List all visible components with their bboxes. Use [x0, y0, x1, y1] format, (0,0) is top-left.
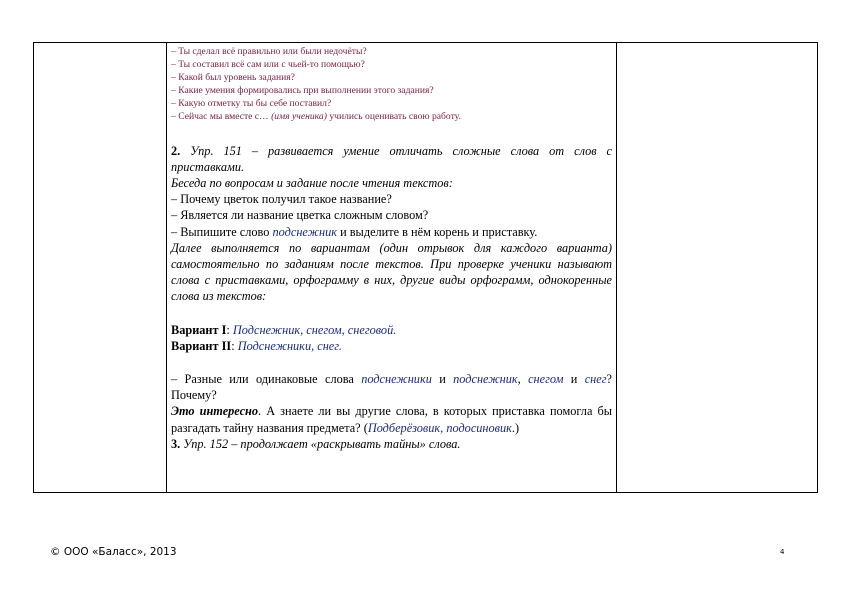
compare-question: [171, 371, 612, 403]
compare-and-2: и: [563, 372, 585, 386]
variant-2-label: Вариант II: [171, 338, 232, 353]
interesting-words: Подберёзовик, подосиновик: [367, 420, 512, 435]
question-1: – Ты сделал всё правильно или были недочёты?: [171, 46, 367, 57]
compare-word-1: подснежники: [361, 372, 432, 386]
compare-word-3: снегом: [528, 372, 564, 386]
lesson-table: [33, 42, 818, 493]
task2-text: Упр. 151 – развивается умение отличать сложные слова от слов с приставками.: [171, 143, 612, 174]
compare-and-1: и: [431, 372, 454, 386]
interesting-label: Это интересно: [171, 404, 259, 419]
question-5: – Какую отметку ты бы себе поставил?: [171, 98, 332, 110]
left-cell: [34, 43, 167, 493]
task2-q3-prefix: – Выпишите слово: [171, 224, 273, 239]
right-cell: [617, 43, 818, 493]
task3-text: Упр. 152 – продолжает «раскрывать тайны» слова.: [180, 436, 461, 451]
compare-word-4: снег: [584, 372, 607, 386]
task3-heading: [171, 436, 612, 452]
question-4: – Какие умения формировались при выполнении этого задания?: [171, 85, 434, 97]
table-row: [34, 43, 818, 493]
compare-comma: ,: [517, 372, 529, 386]
question-6-prefix: – Сейчас мы вместе с…: [171, 111, 272, 123]
task2-q3: [171, 224, 612, 240]
compare-prefix: – Разные или одинаковые слова: [171, 372, 362, 386]
task2-heading: [171, 143, 612, 175]
question-2: – Ты составил всё сам или с чьей-то помощью?: [171, 59, 365, 71]
content-cell: [167, 43, 617, 493]
variant-1: [171, 322, 612, 338]
task2-paragraph: Далее выполняется по вариантам (один отрывок для каждого варианта) самостоятельно по заданиям после текстов. При проверке ученики называют слова с приставками, орфограмму в них, другие виды орфограмм, однокоренные слова из текстов:: [171, 240, 612, 304]
page-number: 4: [780, 548, 785, 556]
compare-suffix: ? Почему?: [171, 372, 612, 403]
task2-number: 2.: [171, 143, 181, 158]
task2-q2: – Является ли название цветка сложным словом?: [171, 208, 429, 223]
question-6-italic: (имя ученика): [271, 111, 327, 123]
task2-q3-word: подснежник: [272, 224, 338, 239]
variant-1-sep: :: [226, 322, 233, 337]
interesting-text-2: .): [511, 420, 520, 435]
variant-1-words: Подснежник, снегом, снеговой.: [232, 322, 397, 337]
task3-number: 3.: [171, 436, 181, 451]
task2-talk: Беседа по вопросам и задание после чтения текстов:: [171, 175, 453, 190]
footer-copyright: © ООО «Баласс», 2013: [50, 546, 177, 558]
variant-1-label: Вариант I: [171, 322, 227, 337]
question-3: – Какой был уровень задания?: [171, 72, 295, 84]
compare-word-2: подснежник: [453, 372, 518, 386]
variant-2-sep: :: [231, 338, 238, 353]
variant-2-words: Подснежники, снег.: [237, 338, 342, 353]
interesting-paragraph: [171, 403, 612, 435]
question-6: [171, 110, 612, 123]
variant-2: [171, 338, 612, 354]
interesting-text-1: . А знаете ли вы другие слова, в которых приставка помогла бы разгадать тайну названия предмета? (: [171, 404, 612, 435]
task2-q1: – Почему цветок получил такое название?: [171, 192, 392, 207]
question-6-suffix: учились оценивать свою работу.: [326, 111, 461, 123]
task2-q3-suffix: и выделите в нём корень и приставку.: [337, 224, 538, 239]
